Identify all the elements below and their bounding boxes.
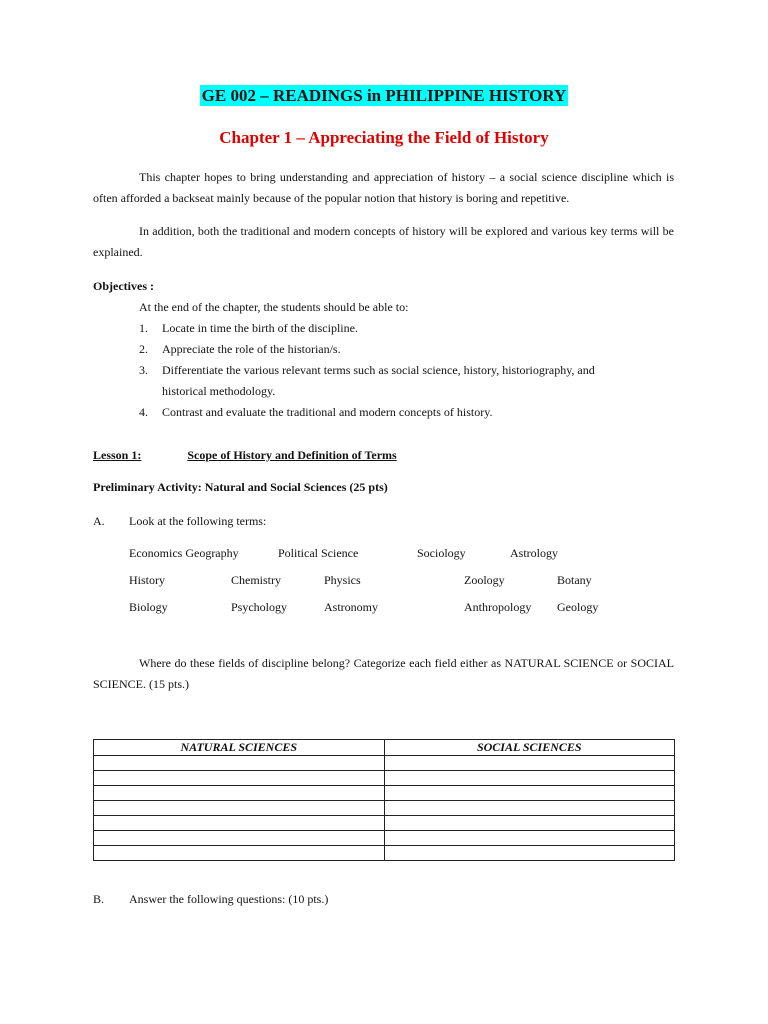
objective-text: Appreciate the role of the historian/s. bbox=[162, 342, 341, 356]
table-row bbox=[94, 816, 675, 831]
natural-sciences-cell[interactable] bbox=[94, 786, 385, 801]
natural-sciences-cell[interactable] bbox=[94, 801, 385, 816]
objective-number: 3. bbox=[139, 363, 148, 377]
term: Physics bbox=[324, 573, 361, 587]
objective-text: Locate in time the birth of the discipline. bbox=[162, 321, 358, 335]
objective-number: 4. bbox=[139, 405, 148, 419]
table-row bbox=[94, 771, 675, 786]
term: Economics Geography bbox=[129, 546, 239, 560]
term: History bbox=[129, 573, 165, 587]
objective-number: 2. bbox=[139, 342, 148, 356]
natural-sciences-header: NATURAL SCIENCES bbox=[94, 740, 385, 756]
categorization-table bbox=[93, 739, 675, 861]
course-title: GE 002 – READINGS in PHILIPPINE HISTORY bbox=[201, 86, 567, 105]
lesson-title: Scope of History and Definition of Terms bbox=[187, 448, 397, 462]
term: Anthropology bbox=[464, 600, 532, 614]
part-a-question: Where do these fields of discipline belong? Categorize each field either as NATURAL SCIENCE or SOCIAL SCIENCE. (15 pts.) bbox=[93, 656, 674, 691]
term: Sociology bbox=[417, 546, 466, 560]
term: Psychology bbox=[231, 600, 288, 614]
term: Botany bbox=[557, 573, 592, 587]
social-sciences-cell[interactable] bbox=[384, 756, 675, 771]
term: Political Science bbox=[278, 546, 359, 560]
objective-number: 1. bbox=[139, 321, 148, 335]
table-row bbox=[94, 846, 675, 861]
social-sciences-cell[interactable] bbox=[384, 786, 675, 801]
table-header-row bbox=[94, 740, 675, 756]
table-row bbox=[94, 831, 675, 846]
objectives-lead: At the end of the chapter, the students should be able to: bbox=[139, 300, 409, 314]
part-a-instruction: Look at the following terms: bbox=[129, 514, 267, 528]
table-row bbox=[94, 756, 675, 771]
natural-sciences-cell[interactable] bbox=[94, 771, 385, 786]
natural-sciences-cell[interactable] bbox=[94, 846, 385, 861]
social-sciences-cell[interactable] bbox=[384, 801, 675, 816]
objective-text: Contrast and evaluate the traditional and modern concepts of history. bbox=[162, 405, 493, 419]
objective-text-continued: historical methodology. bbox=[162, 384, 276, 398]
social-sciences-cell[interactable] bbox=[384, 846, 675, 861]
social-sciences-cell[interactable] bbox=[384, 771, 675, 786]
term: Astronomy bbox=[324, 600, 378, 614]
objective-text: Differentiate the various relevant terms such as social science, history, historiography, and bbox=[162, 363, 595, 377]
chapter-title: Chapter 1 – Appreciating the Field of History bbox=[219, 128, 549, 147]
part-b-instruction: Answer the following questions: (10 pts.) bbox=[129, 892, 329, 906]
social-sciences-header: SOCIAL SCIENCES bbox=[384, 740, 675, 756]
term: Geology bbox=[557, 600, 599, 614]
natural-sciences-cell[interactable] bbox=[94, 816, 385, 831]
natural-sciences-cell[interactable] bbox=[94, 831, 385, 846]
term: Zoology bbox=[464, 573, 505, 587]
social-sciences-cell[interactable] bbox=[384, 816, 675, 831]
social-sciences-cell[interactable] bbox=[384, 831, 675, 846]
part-b-letter: B. bbox=[93, 892, 105, 906]
objectives-heading: Objectives : bbox=[93, 279, 154, 293]
term: Astrology bbox=[510, 546, 558, 560]
table-row bbox=[94, 801, 675, 816]
intro-paragraph-1: This chapter hopes to bring understanding and appreciation of history – a social science discipline which is often afforded a backseat mainly because of the popular notion that history is boring and repetitive. bbox=[93, 170, 674, 205]
table-row bbox=[94, 786, 675, 801]
natural-sciences-cell[interactable] bbox=[94, 756, 385, 771]
term: Biology bbox=[129, 600, 168, 614]
term: Chemistry bbox=[231, 573, 281, 587]
lesson-label: Lesson 1: bbox=[93, 448, 142, 462]
lesson-heading bbox=[93, 448, 415, 463]
activity-title: Preliminary Activity: Natural and Social Sciences (25 pts) bbox=[93, 480, 388, 494]
intro-paragraph-2: In addition, both the traditional and modern concepts of history will be explored and various key terms will be explained. bbox=[93, 224, 674, 259]
part-a-letter: A. bbox=[93, 514, 105, 528]
